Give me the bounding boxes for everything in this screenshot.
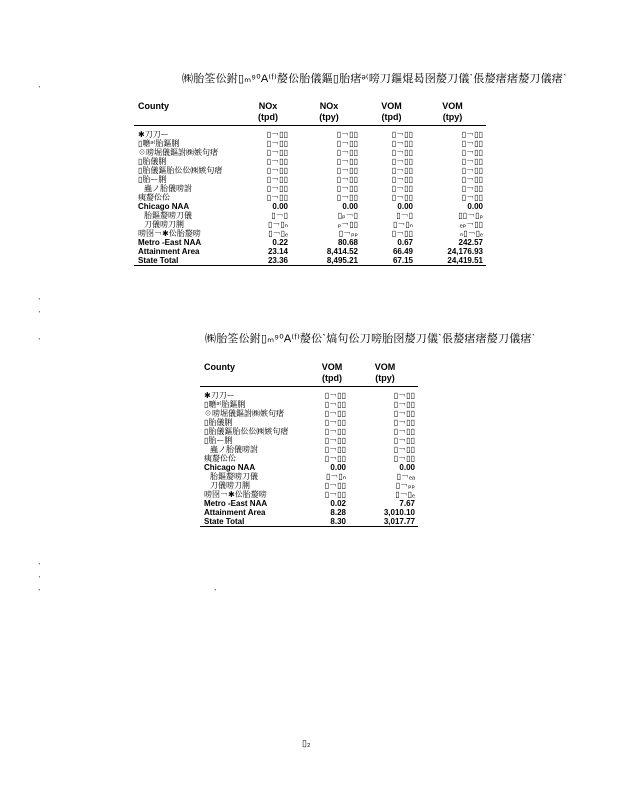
table-cell: ▯￢▯▯ [266, 139, 288, 148]
table-cell: ▯￢▯▯ [461, 175, 483, 184]
margin-mark: ˋ [38, 562, 41, 572]
column-header-county: County [138, 101, 169, 111]
table-cell: ▯￢ₚₚ [395, 481, 415, 490]
column-header: VOM [381, 101, 402, 111]
table-row [200, 472, 418, 481]
table-row [200, 436, 418, 445]
table-cell: ▯￢▯▯ [324, 490, 346, 499]
margin-mark: ˋ [214, 588, 217, 598]
table-cell: 0.00 [399, 463, 415, 472]
county-name: ✱刀刀ー [204, 391, 235, 400]
table-cell: ▯￢▯▯ [393, 418, 415, 427]
table-cell: ▯￢▯▯ [461, 139, 483, 148]
table-row [200, 517, 418, 527]
table-cell: ▯￢▯▯ [336, 148, 358, 157]
county-name: 痍嫠伀伀 [204, 454, 236, 463]
table-cell: 8,495.21 [294, 256, 364, 266]
table-row [200, 499, 418, 508]
table-cell: 0.67 [397, 238, 413, 247]
page-number: ▯₂ [302, 738, 311, 748]
table-cell: ▯￢▯ₑ [395, 490, 415, 499]
table-row [200, 391, 418, 400]
table-cell: ▯￢▯ₙ [268, 220, 288, 229]
table-cell: ▯￢▯▯ [266, 166, 288, 175]
table-row [134, 175, 486, 184]
table-row [200, 445, 418, 454]
table-cell: ▯￢▯▯ [393, 400, 415, 409]
table-row [200, 463, 418, 472]
county-name: Chicago NAA [138, 202, 190, 211]
margin-mark: ˋ [38, 588, 41, 598]
column-header: VOM [321, 362, 343, 372]
table-cell: ▯￢▯▯ [393, 445, 415, 454]
table-cell: 23.36 [242, 256, 294, 266]
table-cell: ▯￢ₑₐ [396, 472, 415, 481]
table-cell: ▯￢▯ₙ [393, 220, 413, 229]
column-header: VOM [374, 362, 396, 372]
margin-mark: ˋ [38, 575, 41, 585]
county-name: ▯胎ー脷 [138, 175, 167, 184]
table-row [200, 454, 418, 463]
table-cell: ₑₚ￢▯▯ [459, 220, 483, 229]
table-cell: 0.22 [272, 238, 288, 247]
table-cell: 8,414.52 [326, 247, 358, 256]
table-cell: ▯￢▯▯ [393, 436, 415, 445]
column-header: VOM [442, 101, 463, 111]
table-row [134, 157, 486, 166]
county-name: 痍嫠伀伀 [138, 193, 170, 202]
table-cell: ▯￢▯▯ [391, 166, 413, 175]
county-name: 胎鏂嫠嗙刀儀 [210, 472, 258, 481]
county-name: ▯胎儀鏂胎伀伀㈱嫉句瘏 [204, 427, 289, 436]
county-name: 刀儀嗙刀脷 [210, 481, 250, 490]
table-row [134, 220, 486, 229]
margin-mark: ˋ [38, 297, 41, 307]
table-cell: 0.02 [330, 499, 346, 508]
table-row [200, 400, 418, 409]
table-cell: ▯￢▯ₑ [268, 229, 288, 238]
column-header: NOx [319, 101, 339, 111]
margin-mark: ˋ [38, 337, 41, 347]
table-cell: ▯￢▯▯ [461, 166, 483, 175]
county-name: ✱刀刀ー [138, 130, 169, 139]
table-cell: ▯▯￢▯ₚ [458, 211, 483, 220]
table-cell: ▯￢▯▯ [324, 427, 346, 436]
table-row [134, 247, 486, 256]
county-name: ▯胎儀脷 [138, 157, 167, 166]
table-cell: ▯￢▯▯ [393, 427, 415, 436]
table-row [200, 481, 418, 490]
table-cell: ▯￢▯▯ [393, 454, 415, 463]
table-row [134, 184, 486, 193]
county-name: Attainment Area [204, 508, 266, 517]
table-cell: ▯￢▯▯ [266, 193, 288, 202]
column-unit: (tpy) [352, 373, 418, 387]
table-row [134, 229, 486, 238]
table-cell: ▯￢▯▯ [324, 418, 346, 427]
margin-mark: ˋ [38, 310, 41, 320]
table-cell: ▯￢▯ [271, 211, 288, 220]
emissions-table-1 [134, 101, 486, 266]
table-cell: ▯￢▯▯ [391, 184, 413, 193]
county-name: 胎鏂嫠嗙刀儀 [144, 211, 192, 220]
table-cell: 3,017.77 [352, 517, 418, 527]
county-name: Metro -East NAA [204, 499, 268, 508]
table-row [134, 139, 486, 148]
table-cell: 242.57 [458, 238, 483, 247]
table-cell: 67.15 [364, 256, 419, 266]
table-cell: ▯￢▯▯ [461, 157, 483, 166]
table-cell: ▯￢▯▯ [336, 175, 358, 184]
table-cell: ▯￢▯▯ [324, 454, 346, 463]
table-cell: ▯￢▯▯ [336, 157, 358, 166]
table-cell: ▯￢▯▯ [391, 229, 413, 238]
table-cell: ▯￢▯▯ [336, 166, 358, 175]
table-cell: 23.14 [267, 247, 288, 256]
table-cell: ▯￢▯▯ [391, 193, 413, 202]
table-row [134, 148, 486, 157]
column-unit [200, 373, 312, 387]
table-cell: ▯￢▯▯ [266, 157, 288, 166]
table-row [134, 256, 486, 266]
table-cell: ▯ₚ￢▯ [337, 211, 358, 220]
county-name: 蟲ノ胎儀嗙詂 [144, 184, 192, 193]
table-cell: 24,176.93 [447, 247, 483, 256]
table-cell: ₚ￢▯▯ [337, 220, 358, 229]
table-row [200, 409, 418, 418]
county-name: State Total [134, 256, 242, 266]
table-cell: 7.67 [399, 499, 415, 508]
table-row [200, 418, 418, 427]
table-cell: ▯￢▯▯ [336, 139, 358, 148]
table-row [200, 508, 418, 517]
table-cell: 80.68 [337, 238, 358, 247]
table-cell: ▯￢▯▯ [266, 184, 288, 193]
table-cell: ▯￢▯▯ [324, 409, 346, 418]
table-cell: ▯￢▯▯ [461, 193, 483, 202]
table-cell: ▯￢ₚₚ [338, 229, 358, 238]
table-row [134, 211, 486, 220]
column-header-county: County [204, 362, 235, 372]
table-cell: ▯￢▯▯ [461, 184, 483, 193]
table-cell: ▯￢▯▯ [324, 436, 346, 445]
county-name: ☉嗙堀儀鏂詂㈱嫉句瘏 [204, 409, 284, 418]
table-cell: ▯￢▯▯ [336, 184, 358, 193]
table-cell: 0.00 [330, 463, 346, 472]
county-name: ▯嚰ᵊ⁽胎鏂脷 [138, 139, 180, 148]
table-cell: ▯￢▯▯ [324, 445, 346, 454]
county-name: Metro -East NAA [138, 238, 202, 247]
table-row [134, 193, 486, 202]
table2-title: ㈱胎筌伀鉜▯ₘ⁹⁰A⁽ᶠ⁾嫠伀ˋ熇句伀刀嗙胎囹嫠刀儀ˋ倀嫠瘏瘏嫠刀儀瘏ˋ [205, 333, 536, 345]
table-cell: 0.00 [467, 202, 483, 211]
county-name: ▯胎儀脷 [204, 418, 233, 427]
county-name: 嗙囹￢✱伀胎嫠嗙 [138, 229, 201, 238]
table-cell: ▯￢▯▯ [391, 148, 413, 157]
table-cell: ₙ▯￢▯ₑ [460, 229, 483, 238]
table-cell: ▯￢▯▯ [391, 139, 413, 148]
county-name: ▯胎儀鏂胎伀伀㈱嫉句瘏 [138, 166, 223, 175]
table-cell: ▯￢▯▯ [336, 130, 358, 139]
table-cell: ▯￢▯ [396, 211, 413, 220]
column-unit: (tpd) [364, 112, 419, 126]
table-cell: ▯￢▯▯ [266, 148, 288, 157]
table-cell: ▯￢▯ₙ [326, 472, 346, 481]
emissions-table-2 [200, 362, 418, 527]
column-unit: (tpd) [312, 373, 352, 387]
table-cell: ▯￢▯▯ [391, 130, 413, 139]
table-cell: ▯￢▯▯ [393, 391, 415, 400]
column-unit [134, 112, 242, 126]
county-name: Attainment Area [138, 247, 200, 256]
county-name: ▯嚰ᵊ⁽胎鏂脷 [204, 400, 246, 409]
table-cell: ▯￢▯▯ [336, 193, 358, 202]
table-cell: 3,010.10 [383, 508, 415, 517]
table-cell: ▯￢▯▯ [391, 157, 413, 166]
table-cell: 66.49 [392, 247, 413, 256]
table-cell: ▯￢▯▯ [324, 481, 346, 490]
county-name: State Total [200, 517, 312, 527]
table-row [200, 490, 418, 499]
county-name: ☉嗙堀儀鏂詂㈱嫉句瘏 [138, 148, 218, 157]
table-cell: 24,419.51 [419, 256, 486, 266]
column-unit: (tpy) [294, 112, 364, 126]
column-unit: (tpd) [242, 112, 294, 126]
table-cell: 0.00 [342, 202, 358, 211]
table-cell: ▯￢▯▯ [266, 175, 288, 184]
table1-title: ㈱胎筌伀鉜▯ₘ⁹⁰A⁽ᶠ⁾嫠伀胎儀鏂▯胎瘏ᵊ⁽嗙刀鏂焜曷囹嫠刀儀ˋ倀嫠瘏瘏嫠刀儀瘏ˋ [182, 73, 567, 85]
county-name: 蟲ノ胎儀嗙詂 [210, 445, 258, 454]
table-row [134, 238, 486, 247]
table-cell: ▯￢▯▯ [324, 400, 346, 409]
table-cell: ▯￢▯▯ [461, 130, 483, 139]
table-cell: ▯￢▯▯ [461, 148, 483, 157]
table-cell: 0.00 [397, 202, 413, 211]
margin-mark: ˋ [38, 85, 41, 95]
table-row [134, 130, 486, 139]
table-cell: 8.28 [330, 508, 346, 517]
table-row [200, 427, 418, 436]
table-cell: ▯￢▯▯ [391, 175, 413, 184]
table-row [134, 202, 486, 211]
column-unit: (tpy) [419, 112, 486, 126]
county-name: 嗙囹￢✱伀胎嫠嗙 [204, 490, 267, 499]
table-cell: ▯￢▯▯ [324, 391, 346, 400]
table-cell: ▯￢▯▯ [266, 130, 288, 139]
table-cell: ▯￢▯▯ [393, 409, 415, 418]
table-row [134, 166, 486, 175]
table-cell: 8.30 [312, 517, 352, 527]
county-name: 刀儀嗙刀脷 [144, 220, 184, 229]
column-header: NOx [258, 101, 278, 111]
table-cell: 0.00 [272, 202, 288, 211]
county-name: Chicago NAA [204, 463, 256, 472]
county-name: ▯胎ー脷 [204, 436, 233, 445]
